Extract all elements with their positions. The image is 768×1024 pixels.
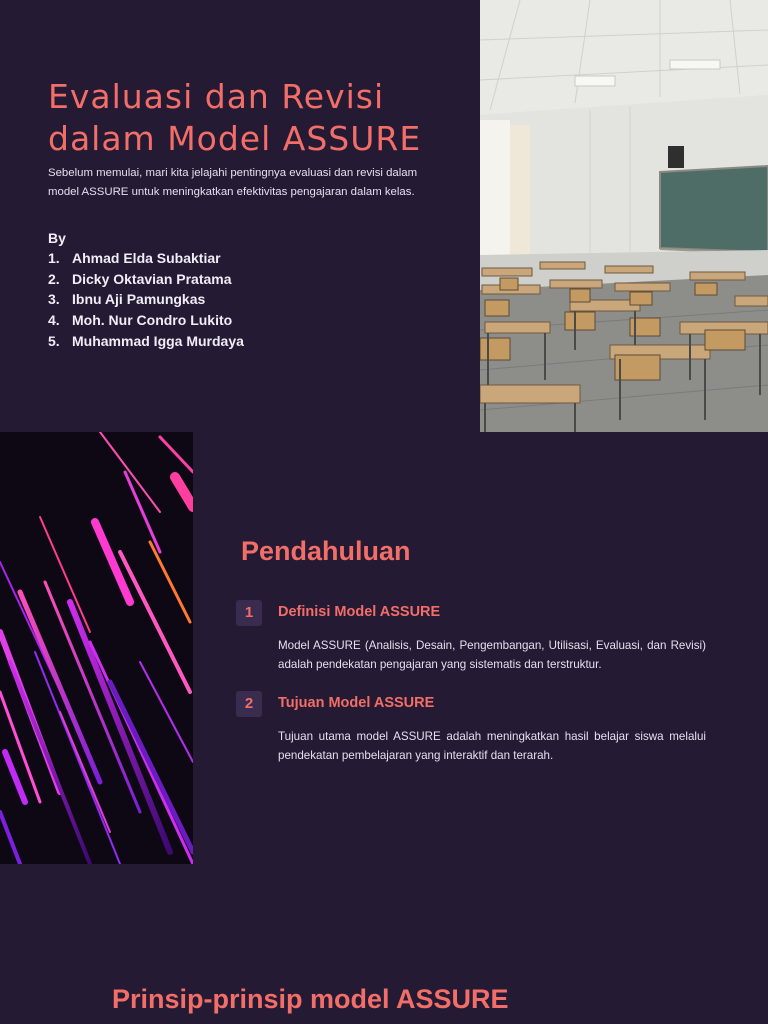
author-item: 4. Moh. Nur Condro Lukito bbox=[48, 312, 233, 329]
author-list bbox=[48, 228, 244, 352]
principles-title: Prinsip-prinsip model ASSURE bbox=[112, 984, 509, 1014]
section-title: Pendahuluan bbox=[241, 536, 411, 566]
item-description: Model ASSURE (Analisis, Desain, Pengembangan, Utilisasi, Evaluasi, dan Revisi) adalah pendekatan pengajaran yang sistematis dan terstruktur. bbox=[278, 639, 706, 671]
author-item: 1. Ahmad Elda Subaktiar bbox=[48, 250, 221, 266]
number-badge: 2 bbox=[236, 691, 262, 717]
slide-title-line-2: dalam Model ASSURE bbox=[48, 119, 422, 158]
item-description: Tujuan utama model ASSURE adalah meningkatkan hasil belajar siswa melalui pendekatan pembelajaran yang interaktif dan terarah. bbox=[278, 730, 706, 762]
neon-streaks-image bbox=[0, 432, 193, 864]
introduction-slide bbox=[0, 432, 768, 864]
slide-subtitle: Sebelum memulai, mari kita jelajahi pentingnya evaluasi dan revisi dalam model ASSURE untuk meningkatkan efektivitas pengajaran dalam kelas. bbox=[48, 167, 418, 198]
author-item: 2. Dicky Oktavian Pratama bbox=[48, 270, 232, 287]
slide-title bbox=[48, 76, 468, 160]
by-label: By bbox=[48, 230, 66, 246]
classroom-photo bbox=[480, 0, 768, 432]
item-heading: Tujuan Model ASSURE bbox=[278, 695, 435, 711]
item-heading: Definisi Model ASSURE bbox=[278, 604, 441, 620]
author-item: 3. Ibnu Aji Pamungkas bbox=[48, 291, 206, 308]
number-badge: 1 bbox=[236, 600, 262, 626]
title-slide bbox=[0, 0, 768, 432]
author-item: 5. Muhammad Igga Murdaya bbox=[48, 332, 244, 349]
slide-title-line-1: Evaluasi dan Revisi bbox=[48, 77, 385, 116]
